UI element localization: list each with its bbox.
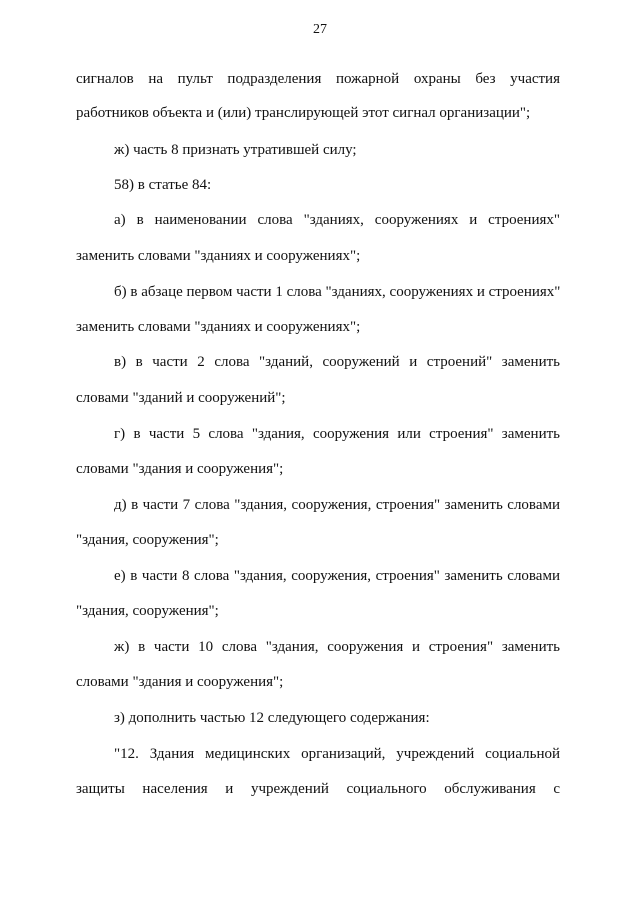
text-line: д) в части 7 слова "здания, сооружения, строения" заменить словами: [114, 497, 560, 513]
text-line: "здания, сооружения";: [76, 603, 219, 619]
text-line: работников объекта и (или) транслирующей этот сигнал организации";: [76, 105, 531, 121]
text-line: заменить словами "зданиях и сооружениях";: [76, 248, 361, 264]
text-line: "12. Здания медицинских организаций, учреждений социальной: [114, 746, 560, 762]
text-line: ж) в части 10 слова "здания, сооружения и строения" заменить: [114, 639, 560, 655]
text-line: заменить словами "зданиях и сооружениях";: [76, 319, 361, 335]
text-line: ж) часть 8 признать утратившей силу;: [114, 142, 357, 158]
text-line: сигналов на пульт подразделения пожарной охраны без участия: [76, 71, 560, 87]
text-line: словами "здания и сооружения";: [76, 674, 284, 690]
page-number: 27: [313, 22, 327, 37]
text-line: г) в части 5 слова "здания, сооружения или строения" заменить: [114, 426, 560, 442]
text-line: в) в части 2 слова "зданий, сооружений и строений" заменить: [114, 354, 560, 370]
text-line: словами "здания и сооружения";: [76, 461, 284, 477]
text-line: словами "зданий и сооружений";: [76, 390, 286, 406]
text-line: 58) в статье 84:: [114, 177, 212, 193]
text-line: защиты населения и учреждений социального обслуживания с: [76, 781, 560, 797]
text-line: з) дополнить частью 12 следующего содержания:: [114, 710, 430, 726]
text-line: е) в части 8 слова "здания, сооружения, строения" заменить словами: [114, 568, 560, 584]
text-line: б) в абзаце первом части 1 слова "зданиях, сооружениях и строениях": [114, 284, 560, 300]
text-line: а) в наименовании слова "зданиях, сооружениях и строениях": [114, 212, 560, 228]
text-line: "здания, сооружения";: [76, 532, 219, 548]
